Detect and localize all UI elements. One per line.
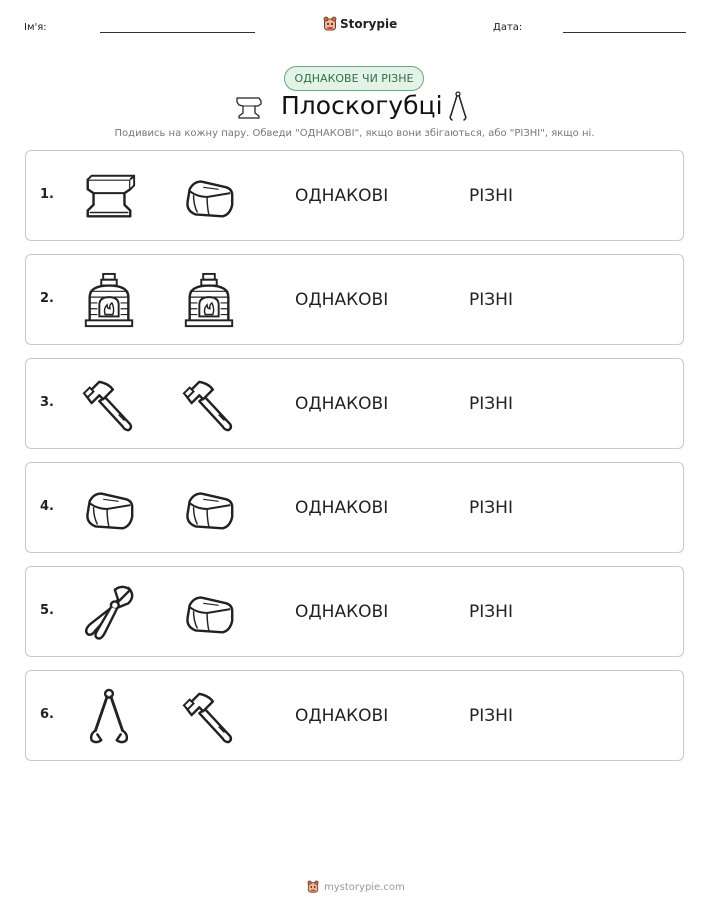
date-line[interactable] [563,32,686,33]
different-option[interactable]: РІЗНІ [469,394,513,414]
footer [307,880,405,894]
footer-url[interactable]: mystorypie.com [324,881,405,893]
name-label: Ім'я: [24,22,47,33]
anvil-icon [80,168,138,226]
metal-ingot-icon [180,584,238,642]
worksheet-header [0,14,709,44]
metal-ingot-icon [80,480,138,538]
hammer-icon [180,688,238,746]
row-number: 5. [40,603,54,618]
same-option[interactable]: ОДНАКОВІ [295,498,389,518]
row-number: 1. [40,187,54,202]
same-option[interactable]: ОДНАКОВІ [295,186,389,206]
row-number: 2. [40,291,54,306]
instructions-text: Подивись на кожну пару. Обведи "ОДНАКОВІ", якщо вони збігаються, або "РІЗНІ", якщо ні. [114,128,595,139]
different-option[interactable]: РІЗНІ [469,186,513,206]
row-number: 4. [40,499,54,514]
same-option[interactable]: ОДНАКОВІ [295,394,389,414]
metal-ingot-icon [180,168,238,226]
metal-ingot-icon [180,480,238,538]
hammer-icon [80,376,138,434]
different-option[interactable]: РІЗНІ [469,706,513,726]
forge-furnace-icon [180,272,238,330]
comparison-row [25,150,684,241]
same-option[interactable]: ОДНАКОВІ [295,602,389,622]
comparison-row [25,254,684,345]
comparison-row [25,358,684,449]
same-option[interactable]: ОДНАКОВІ [295,290,389,310]
brand-logo [323,14,397,34]
name-line[interactable] [100,32,255,33]
hammer-icon [180,376,238,434]
title-row [0,90,709,126]
worksheet-type-badge: ОДНАКОВЕ ЧИ РІЗНЕ [284,66,424,91]
comparison-row [25,566,684,657]
different-option[interactable]: РІЗНІ [469,602,513,622]
comparison-row [25,670,684,761]
comparison-row [25,462,684,553]
brand-name: Storypie [340,17,398,31]
different-option[interactable]: РІЗНІ [469,498,513,518]
page-title: Плоскогубці [281,91,443,120]
tongs-icon [448,90,468,122]
date-label: Дата: [493,22,523,33]
forge-furnace-icon [80,272,138,330]
row-number: 6. [40,707,54,722]
tongs-icon [80,688,138,746]
storypie-mascot-icon [307,880,319,894]
same-option[interactable]: ОДНАКОВІ [295,706,389,726]
storypie-mascot-icon [323,16,337,32]
different-option[interactable]: РІЗНІ [469,290,513,310]
anvil-icon [234,94,264,120]
row-number: 3. [40,395,54,410]
pliers-icon [80,584,138,642]
